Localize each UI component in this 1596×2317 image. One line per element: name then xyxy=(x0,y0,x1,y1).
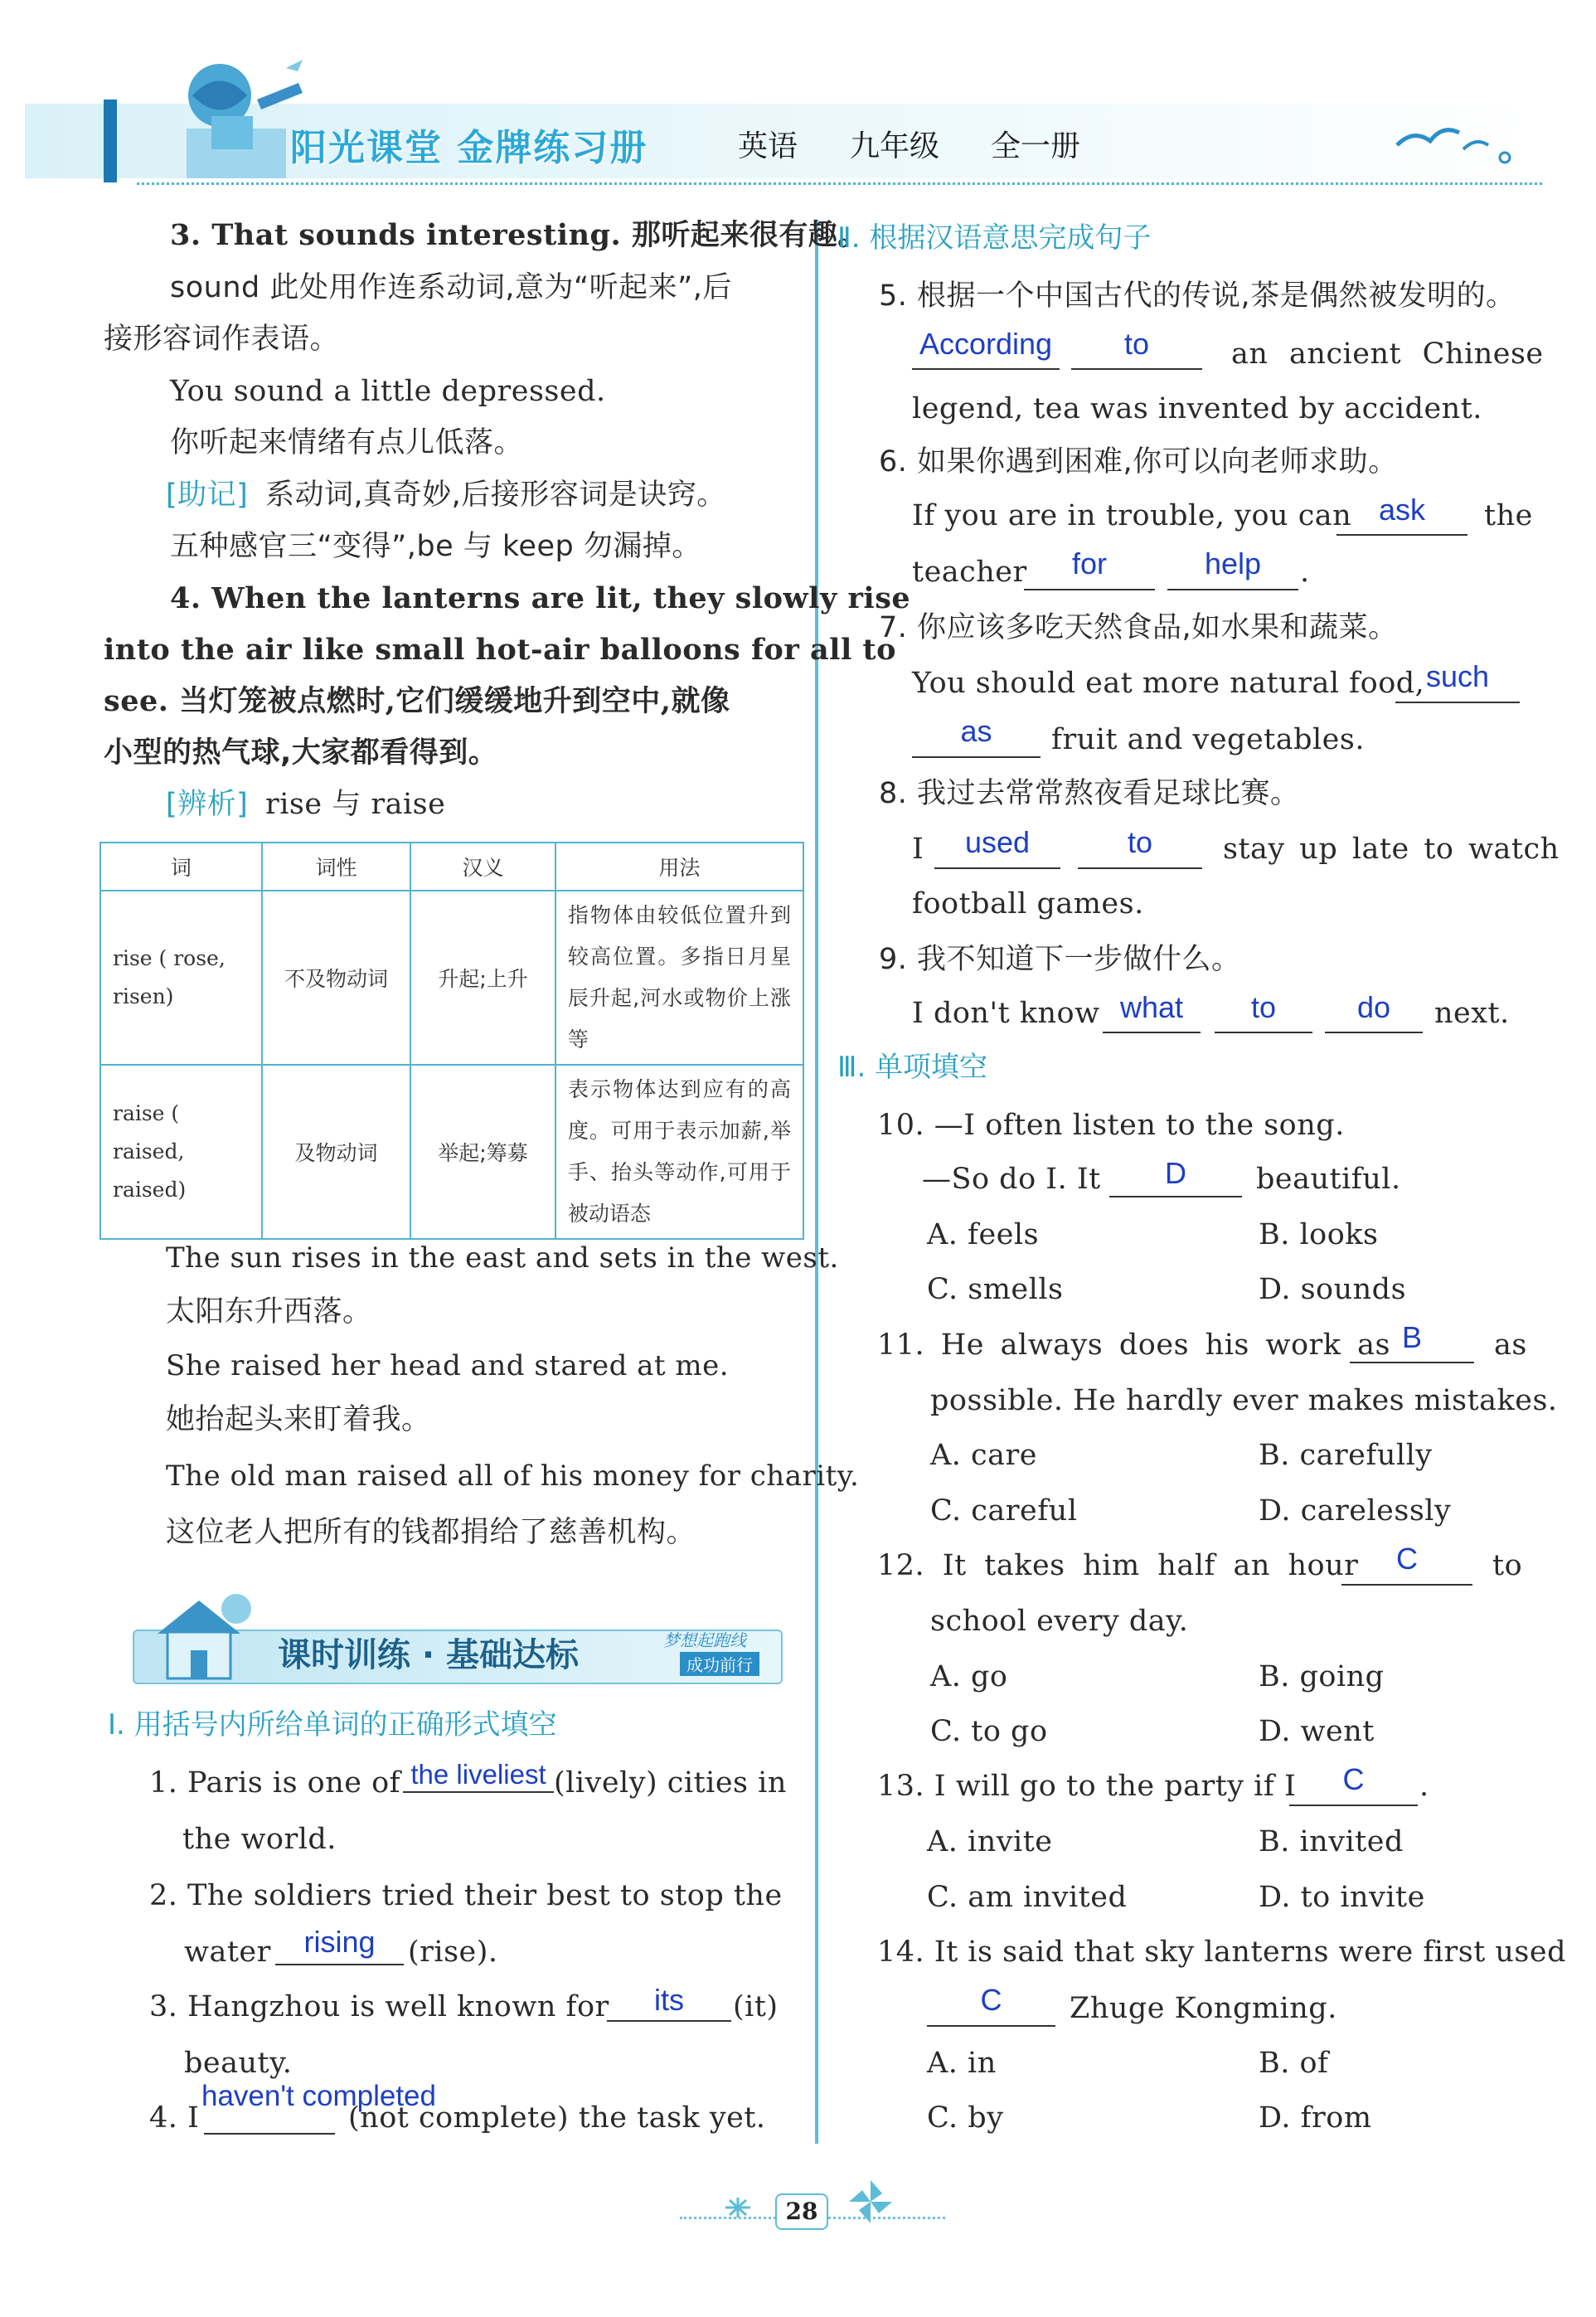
q14-option-c: C. by xyxy=(927,2101,1004,2135)
table-header-row xyxy=(100,843,803,891)
q4-text-b: (not complete) the task yet. xyxy=(348,2101,766,2135)
table-header-cell: 词 xyxy=(100,843,262,891)
table-cell-usage: 表示物体达到应有的高度。可用于表示加薪,举手、抬头等动作,可用于被动语态 xyxy=(555,1065,803,1239)
q6-answer-3: help xyxy=(1204,546,1262,580)
q10-answer: D xyxy=(1165,1156,1186,1190)
q9-text-a: I don't know xyxy=(912,997,1100,1030)
q3-text-a: 3. Hangzhou is well known for xyxy=(149,1990,609,2023)
q11-option-b: B. carefully xyxy=(1259,1439,1433,1472)
q6-chinese: 6. 如果你遇到困难,你可以向老师求助。 xyxy=(879,445,1398,478)
q13-blank xyxy=(1289,1805,1418,1806)
example-2-cn: 她抬起头来盯着我。 xyxy=(166,1403,431,1436)
q10-text-c: beautiful. xyxy=(1256,1163,1401,1196)
q7-blank-2 xyxy=(912,756,1041,758)
section-2-title: Ⅱ. 根据汉语意思完成句子 xyxy=(837,221,1152,255)
q7-chinese: 7. 你应该多吃天然食品,如水果和蔬菜。 xyxy=(879,611,1398,644)
q9-text-b: next. xyxy=(1434,997,1510,1030)
table-cell-usage: 指物体由较低位置升到较高位置。多指日月星辰升起,河水或物价上涨等 xyxy=(555,891,803,1065)
banner-tag-2: 成功前行 xyxy=(680,1652,759,1676)
q11-option-a: A. care xyxy=(930,1439,1037,1472)
q5-chinese: 5. 根据一个中国古代的传说,茶是偶然被发明的。 xyxy=(879,279,1516,313)
q7-answer-1: such xyxy=(1425,659,1490,693)
bianxi-text: rise 与 raise xyxy=(265,788,446,821)
q14-option-a: A. in xyxy=(927,2047,997,2080)
star-decor-icon xyxy=(721,2195,754,2220)
q10-blank xyxy=(1109,1196,1242,1197)
section-1-title: Ⅰ. 用括号内所给单词的正确形式填空 xyxy=(108,1708,557,1741)
q12-blank xyxy=(1341,1584,1472,1586)
table-cell-pos: 不及物动词 xyxy=(262,891,411,1065)
q2-text-b: water xyxy=(184,1936,271,1969)
q14-blank xyxy=(927,2025,1055,2027)
q13-option-a: A. invite xyxy=(927,1825,1053,1858)
q13-answer: C xyxy=(1342,1762,1365,1796)
brand-title: 阳光课堂 金牌练习册 xyxy=(290,127,648,169)
s4-line-2: into the air like small hot-air balloons for all to xyxy=(104,633,896,667)
header-underline xyxy=(137,182,1542,185)
birds-icon xyxy=(1380,112,1530,170)
q6-blank-3 xyxy=(1167,589,1298,590)
q1-text-c: the world. xyxy=(182,1823,337,1856)
q1-answer: the liveliest xyxy=(410,1759,546,1790)
q11-text-b: as xyxy=(1494,1329,1527,1362)
q1-blank xyxy=(403,1791,554,1793)
q12-answer: C xyxy=(1396,1542,1418,1576)
q14-text-a: 14. It is said that sky lanterns were first used xyxy=(877,1936,1566,1969)
q3-text-b: (it) xyxy=(733,1990,779,2023)
section-3-title: Ⅲ. 单项填空 xyxy=(837,1051,988,1084)
q11-blank xyxy=(1350,1362,1474,1363)
q13-text-b: . xyxy=(1419,1770,1429,1803)
banner-tag-1: 梦想起跑线 xyxy=(663,1630,746,1650)
q12-text-a: 12. It takes him half an hour xyxy=(877,1549,1359,1582)
q12-option-d: D. went xyxy=(1259,1715,1375,1748)
q12-option-b: B. going xyxy=(1259,1660,1385,1693)
page-header xyxy=(21,50,1546,191)
q13-option-d: D. to invite xyxy=(1259,1881,1425,1914)
table-cell-word: raise ( raised, raised) xyxy=(100,1065,262,1239)
table-row xyxy=(100,891,803,1065)
q4-text-a: 4. I xyxy=(149,2101,200,2135)
s3-example-en: You sound a little depressed. xyxy=(170,375,606,408)
header-left-bar xyxy=(104,100,117,182)
header-subject: 英语 xyxy=(738,129,798,163)
bianxi-tag: [辨析] xyxy=(166,788,249,821)
s3-para-2: 接形容词作表语。 xyxy=(104,323,340,356)
q10-text-b: —So do I. It xyxy=(922,1163,1101,1196)
q8-text-b: stay up late to watch xyxy=(1223,833,1560,866)
q13-option-c: C. am invited xyxy=(927,1881,1128,1914)
q6-answer-2: for xyxy=(1071,546,1107,580)
q8-text-c: football games. xyxy=(912,887,1144,920)
q3-answer: its xyxy=(654,1983,684,2017)
q6-text-c: teacher xyxy=(912,556,1027,589)
q9-answer-2: to xyxy=(1250,990,1277,1024)
house-icon xyxy=(141,1584,257,1682)
q9-answer-1: what xyxy=(1119,990,1184,1024)
example-3-cn: 这位老人把所有的钱都捐给了慈善机构。 xyxy=(166,1516,696,1549)
q12-text-c: school every day. xyxy=(930,1605,1189,1638)
q8-answer-1: used xyxy=(964,825,1031,859)
q6-text-a: If you are in trouble, you can xyxy=(912,499,1352,532)
q8-chinese: 8. 我过去常常熬夜看足球比赛。 xyxy=(879,777,1300,810)
q10-option-d: D. sounds xyxy=(1259,1273,1407,1306)
q2-text-c: (rise). xyxy=(408,1936,498,1969)
q4-answer: haven't completed xyxy=(201,2080,436,2112)
q14-answer: C xyxy=(980,1983,1002,2017)
s3-title: 3. That sounds interesting. 那听起来很有趣。 xyxy=(170,218,867,252)
s4-line-4: 小型的热气球,大家都看得到。 xyxy=(104,736,498,770)
example-3-en: The old man raised all of his money for charity. xyxy=(166,1460,860,1493)
q5-answer-2: to xyxy=(1123,327,1150,361)
q11-option-c: C. careful xyxy=(930,1494,1078,1528)
q9-answer-3: do xyxy=(1356,990,1391,1024)
q13-option-b: B. invited xyxy=(1259,1825,1404,1858)
table-cell-pos: 及物动词 xyxy=(262,1065,411,1239)
column-divider xyxy=(815,220,818,2144)
q5-text-b: legend, tea was invented by accident. xyxy=(912,392,1482,425)
q9-blank-3 xyxy=(1325,1032,1423,1033)
page-number: 28 xyxy=(775,2193,828,2230)
table-header-cell: 汉义 xyxy=(410,843,555,891)
q11-text-c: possible. He hardly ever makes mistakes. xyxy=(930,1384,1558,1417)
q6-text-b: the xyxy=(1484,499,1533,532)
q14-text-b: Zhuge Kongming. xyxy=(1070,1992,1337,2025)
q11-text-a: 11. He always does his work as xyxy=(877,1329,1390,1362)
q6-answer-1: ask xyxy=(1378,493,1426,527)
q10-text-a: 10. —I often listen to the song. xyxy=(877,1109,1345,1142)
q2-answer: rising xyxy=(303,1925,376,1959)
banner-title: 课时训练 · 基础达标 xyxy=(278,1636,580,1674)
q11-answer: B xyxy=(1401,1320,1422,1354)
q7-answer-2: as xyxy=(960,714,992,748)
q3-text-c: beauty. xyxy=(184,2047,293,2080)
practice-banner xyxy=(133,1584,779,1683)
q7-text-a: You should eat more natural food, xyxy=(912,667,1425,700)
table-cell-word: rise ( rose, risen) xyxy=(100,891,262,1065)
q8-answer-2: to xyxy=(1127,825,1153,859)
example-1-cn: 太阳东升西落。 xyxy=(166,1295,372,1329)
q12-text-b: to xyxy=(1492,1549,1523,1582)
s4-line-1: 4. When the lanterns are lit, they slowly rise xyxy=(170,581,911,615)
q12-option-a: A. go xyxy=(930,1660,1008,1693)
q5-blank-1 xyxy=(912,368,1060,370)
example-2-en: She raised her head and stared at me. xyxy=(166,1349,730,1382)
q5-answer-1: According xyxy=(919,327,1053,361)
q10-option-b: B. looks xyxy=(1259,1218,1379,1251)
q2-text-a: 2. The soldiers tried their best to stop the xyxy=(149,1879,783,1912)
q10-option-a: A. feels xyxy=(927,1218,1040,1251)
header-volume: 全一册 xyxy=(991,129,1081,163)
q6-blank-2 xyxy=(1024,589,1155,590)
s4-line-3: see. 当灯笼被点燃时,它们缓缓地升到空中,就像 xyxy=(104,684,730,718)
zhuji-line-2: 五种感官三“变得”,be 与 keep 勿漏掉。 xyxy=(170,530,701,563)
s3-para-1: sound 此处用作连系动词,意为“听起来”,后 xyxy=(170,271,732,304)
q1-text-a: 1. Paris is one of xyxy=(149,1766,401,1800)
q10-option-c: C. smells xyxy=(927,1273,1064,1306)
q1-text-b: (lively) cities in xyxy=(554,1766,787,1800)
q13-text-a: 13. I will go to the party if I xyxy=(877,1770,1297,1803)
zhuji-tag: [助记] xyxy=(166,478,249,512)
q11-option-d: D. carelessly xyxy=(1259,1494,1452,1528)
q9-blank-2 xyxy=(1215,1032,1312,1033)
q6-blank-1 xyxy=(1336,534,1467,536)
q9-blank-1 xyxy=(1103,1032,1201,1033)
q7-text-b: fruit and vegetables. xyxy=(1051,723,1365,756)
s3-example-cn: 你听起来情绪有点儿低落。 xyxy=(170,426,524,459)
q3-blank xyxy=(607,2020,731,2022)
zhuji-line-1: 系动词,真奇妙,后接形容词是诀窍。 xyxy=(265,478,726,512)
pinwheel-icon xyxy=(846,2177,895,2227)
q5-blank-2 xyxy=(1071,368,1202,370)
q8-blank-1 xyxy=(934,867,1060,869)
q5-text-a: an ancient Chinese xyxy=(1231,338,1544,371)
table-row xyxy=(100,1065,803,1239)
q12-option-c: C. to go xyxy=(930,1715,1048,1748)
table-header-cell: 用法 xyxy=(555,843,803,891)
page-footer xyxy=(680,2177,945,2235)
q8-blank-2 xyxy=(1078,867,1202,869)
q14-option-d: D. from xyxy=(1259,2101,1372,2135)
q14-option-b: B. of xyxy=(1259,2047,1329,2080)
table-cell-meaning: 举起;筹募 xyxy=(410,1065,555,1239)
q6-text-d: . xyxy=(1300,556,1310,589)
q4-blank xyxy=(204,2133,335,2135)
rise-raise-table xyxy=(99,842,804,1240)
example-1-en: The sun rises in the east and sets in the west. xyxy=(166,1241,839,1275)
q7-blank-1 xyxy=(1395,702,1520,703)
q2-blank xyxy=(275,1964,404,1965)
q8-text-a: I xyxy=(912,833,924,866)
table-cell-meaning: 升起;上升 xyxy=(410,891,555,1065)
table-header-cell: 词性 xyxy=(262,843,411,891)
header-grade: 九年级 xyxy=(850,129,940,163)
q9-chinese: 9. 我不知道下一步做什么。 xyxy=(879,943,1241,976)
